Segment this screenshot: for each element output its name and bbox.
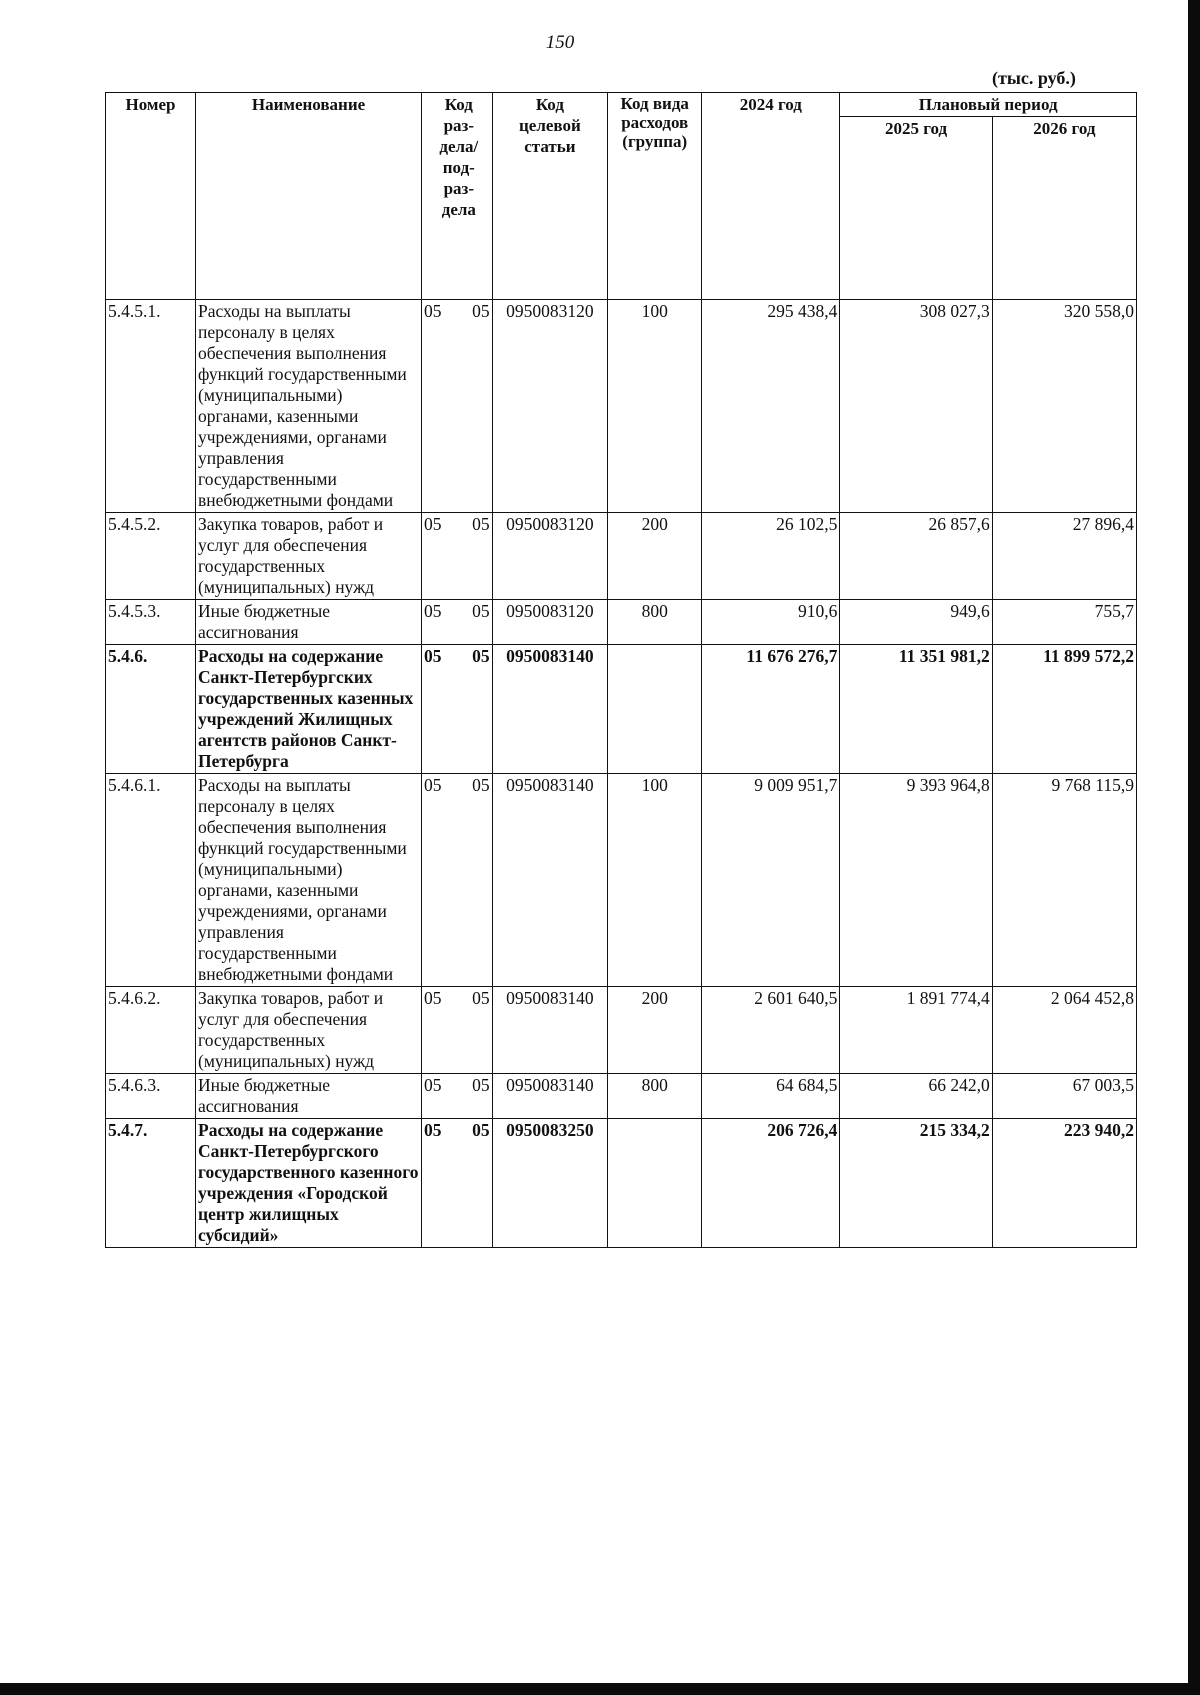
- scan-edge-right: [1188, 0, 1200, 1695]
- header-2026: 2026 год: [992, 117, 1136, 300]
- row-2024: 9 009 951,7: [702, 774, 840, 987]
- row-expense-type: 100: [608, 774, 702, 987]
- header-2024: 2024 год: [702, 93, 840, 300]
- header-2025: 2025 год: [840, 117, 992, 300]
- row-name: Закупка товаров, работ и услуг для обеспечения государственных (муниципальных) нужд: [196, 513, 422, 600]
- budget-table: [105, 92, 1137, 1248]
- header-row: [106, 93, 1137, 117]
- row-2026: 27 896,4: [992, 513, 1136, 600]
- row-2025: 949,6: [840, 600, 992, 645]
- table-row: [106, 1074, 1137, 1119]
- row-section: 05: [424, 1075, 442, 1095]
- row-name: Иные бюджетные ассигнования: [196, 600, 422, 645]
- header-target-code: Код целевой статьи: [492, 93, 608, 300]
- header-planned-period: Плановый период: [840, 93, 1137, 117]
- row-subsection: 05: [472, 1120, 490, 1140]
- row-target-code: 0950083140: [492, 645, 608, 774]
- row-2024: 910,6: [702, 600, 840, 645]
- row-2026: 223 940,2: [992, 1119, 1136, 1248]
- row-target-code: 0950083140: [492, 1074, 608, 1119]
- row-section-code: [422, 1119, 493, 1248]
- row-2024: 11 676 276,7: [702, 645, 840, 774]
- table-row: [106, 987, 1137, 1074]
- row-section: 05: [424, 775, 442, 795]
- row-number: 5.4.7.: [106, 1119, 196, 1248]
- row-name: Расходы на содержание Санкт-Петербургских государственных казенных учреждений Жилищных агентств районов Санкт-Петербурга: [196, 645, 422, 774]
- header-name: Наименование: [196, 93, 422, 300]
- table-row: [106, 645, 1137, 774]
- row-target-code: 0950083140: [492, 774, 608, 987]
- row-subsection: 05: [472, 1075, 490, 1095]
- row-section-code: [422, 1074, 493, 1119]
- row-expense-type: [608, 1119, 702, 1248]
- row-subsection: 05: [472, 301, 490, 321]
- row-number: 5.4.6.: [106, 645, 196, 774]
- row-section: 05: [424, 601, 442, 621]
- row-subsection: 05: [472, 646, 490, 666]
- row-2025: 11 351 981,2: [840, 645, 992, 774]
- row-number: 5.4.6.2.: [106, 987, 196, 1074]
- table-row: [106, 1119, 1137, 1248]
- row-number: 5.4.6.3.: [106, 1074, 196, 1119]
- row-section: 05: [424, 1120, 442, 1140]
- row-expense-type: 800: [608, 1074, 702, 1119]
- row-expense-type: [608, 645, 702, 774]
- row-2026: 9 768 115,9: [992, 774, 1136, 987]
- row-target-code: 0950083250: [492, 1119, 608, 1248]
- row-target-code: 0950083120: [492, 513, 608, 600]
- row-2025: 1 891 774,4: [840, 987, 992, 1074]
- header-number: Номер: [106, 93, 196, 300]
- row-2024: 206 726,4: [702, 1119, 840, 1248]
- row-number: 5.4.5.3.: [106, 600, 196, 645]
- row-target-code: 0950083120: [492, 300, 608, 513]
- row-expense-type: 100: [608, 300, 702, 513]
- row-section: 05: [424, 514, 442, 534]
- scan-edge-bottom: [0, 1683, 1200, 1695]
- row-2026: 755,7: [992, 600, 1136, 645]
- row-2024: 2 601 640,5: [702, 987, 840, 1074]
- row-name: Иные бюджетные ассигнования: [196, 1074, 422, 1119]
- row-number: 5.4.5.2.: [106, 513, 196, 600]
- row-name: Расходы на выплаты персоналу в целях обеспечения выполнения функций государственными (муниципальными) органами, казенными учреждениями, органами управления государственными внебюджетными фондами: [196, 774, 422, 987]
- row-section-code: [422, 600, 493, 645]
- row-subsection: 05: [472, 988, 490, 1008]
- row-2024: 295 438,4: [702, 300, 840, 513]
- row-section-code: [422, 774, 493, 987]
- row-name: Расходы на выплаты персоналу в целях обеспечения выполнения функций государственными (муниципальными) органами, казенными учреждениями, органами управления государственными внебюджетными фондами: [196, 300, 422, 513]
- row-section-code: [422, 987, 493, 1074]
- row-name: Расходы на содержание Санкт-Петербургского государственного казенного учреждения «Городской центр жилищных субсидий»: [196, 1119, 422, 1248]
- row-2025: 9 393 964,8: [840, 774, 992, 987]
- row-expense-type: 200: [608, 987, 702, 1074]
- row-section: 05: [424, 301, 442, 321]
- row-name: Закупка товаров, работ и услуг для обеспечения государственных (муниципальных) нужд: [196, 987, 422, 1074]
- table-row: [106, 513, 1137, 600]
- row-expense-type: 200: [608, 513, 702, 600]
- row-subsection: 05: [472, 775, 490, 795]
- row-2026: 320 558,0: [992, 300, 1136, 513]
- row-2025: 66 242,0: [840, 1074, 992, 1119]
- row-2024: 26 102,5: [702, 513, 840, 600]
- row-number: 5.4.5.1.: [106, 300, 196, 513]
- row-2024: 64 684,5: [702, 1074, 840, 1119]
- row-number: 5.4.6.1.: [106, 774, 196, 987]
- row-2026: 2 064 452,8: [992, 987, 1136, 1074]
- row-subsection: 05: [472, 514, 490, 534]
- row-2026: 67 003,5: [992, 1074, 1136, 1119]
- row-target-code: 0950083140: [492, 987, 608, 1074]
- row-2026: 11 899 572,2: [992, 645, 1136, 774]
- row-2025: 215 334,2: [840, 1119, 992, 1248]
- row-section-code: [422, 645, 493, 774]
- unit-label: (тыс. руб.): [992, 68, 1076, 88]
- row-2025: 308 027,3: [840, 300, 992, 513]
- row-section-code: [422, 300, 493, 513]
- row-section: 05: [424, 988, 442, 1008]
- row-target-code: 0950083120: [492, 600, 608, 645]
- row-section: 05: [424, 646, 442, 666]
- table-row: [106, 300, 1137, 513]
- header-section-code: Код раз-дела/ под-раз-дела: [422, 93, 493, 300]
- header-expense-type: Код вида расходов (группа): [608, 93, 702, 300]
- row-expense-type: 800: [608, 600, 702, 645]
- row-subsection: 05: [472, 601, 490, 621]
- row-2025: 26 857,6: [840, 513, 992, 600]
- table-row: [106, 774, 1137, 987]
- row-section-code: [422, 513, 493, 600]
- table-row: [106, 600, 1137, 645]
- page-number: 150: [545, 32, 575, 53]
